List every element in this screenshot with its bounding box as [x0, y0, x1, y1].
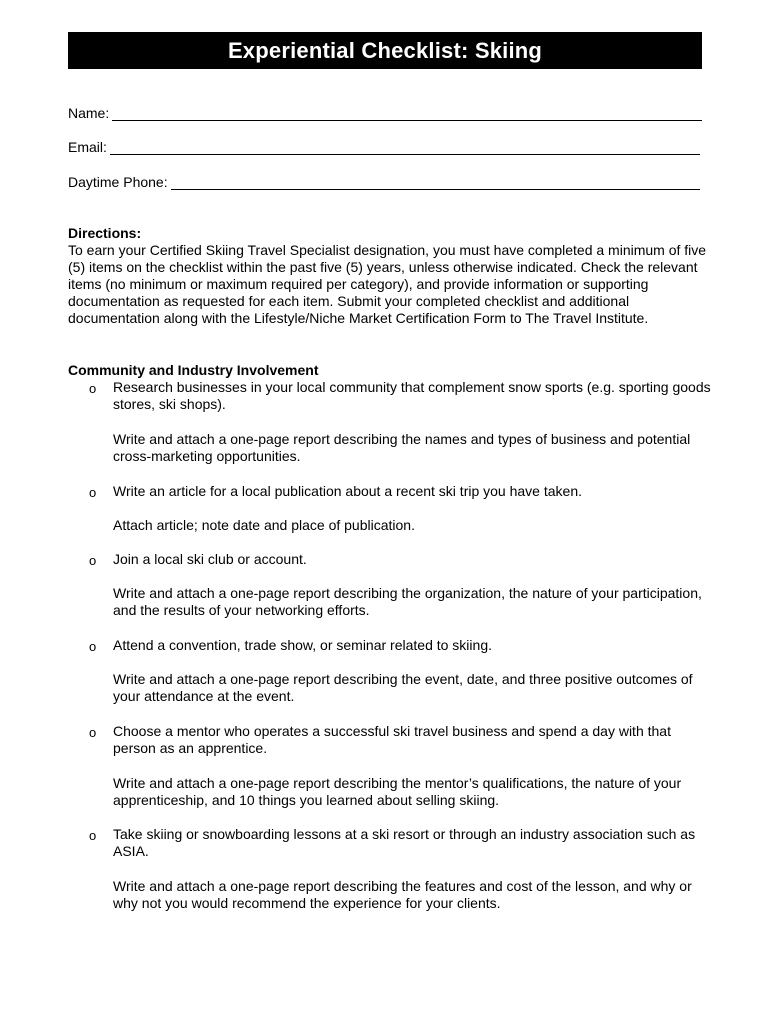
email-input-line[interactable] — [110, 140, 700, 155]
phone-label: Daytime Phone: — [68, 174, 168, 190]
phone-input-line[interactable] — [171, 175, 700, 190]
name-label: Name: — [68, 105, 110, 121]
item-6-task: Take skiing or snowboarding lessons at a ski resort or through an industry association such as ASIA. — [113, 826, 696, 859]
item-2-task: Write an article for a local publication about a recent ski trip you have taken. — [113, 483, 582, 499]
email-label: Email: — [68, 139, 107, 155]
name-field[interactable] — [68, 103, 702, 121]
item-5-requirement: Write and attach a one-page report describing the mentor’s qualifications, the nature of your apprenticeship, and 10 things you learned about selling skiing. — [113, 775, 682, 808]
checkbox-bullet[interactable]: o — [89, 553, 97, 568]
item-2-requirement: Attach article; note date and place of publication. — [113, 517, 415, 533]
checkbox-bullet[interactable]: o — [89, 725, 97, 740]
item-1-requirement: Write and attach a one-page report describing the names and types of business and potential cross-marketing opportunities. — [113, 431, 691, 464]
item-5-task: Choose a mentor who operates a successful ski travel business and spend a day with that person as an apprentice. — [113, 723, 671, 756]
item-3-requirement: Write and attach a one-page report describing the organization, the nature of your participation, and the results of your networking efforts. — [113, 585, 702, 618]
title-banner — [68, 32, 702, 69]
directions-heading: Directions: — [68, 225, 142, 241]
item-4-task: Attend a convention, trade show, or seminar related to skiing. — [113, 637, 492, 653]
section-heading: Community and Industry Involvement — [68, 362, 319, 378]
directions-block — [68, 225, 708, 327]
item-4-requirement: Write and attach a one-page report describing the event, date, and three positive outcomes of your attendance at the event. — [113, 671, 693, 704]
directions-text: To earn your Certified Skiing Travel Specialist designation, you must have completed a minimum of five (5) items on the checklist within the past five (5) years, unless otherwise indicated. Check the relevant items (no minimum or maximum required per category), and provide information or supporting documentation as requested for each item. Submit your completed checklist and additional documentation along with the Lifestyle/Niche Market Certification Form to The Travel Institute. — [68, 242, 707, 326]
checkbox-bullet[interactable]: o — [89, 485, 97, 500]
phone-field[interactable] — [68, 172, 700, 190]
item-6-requirement: Write and attach a one-page report describing the features and cost of the lesson, and why or why not you would recommend the experience for your clients. — [113, 878, 692, 911]
email-field[interactable] — [68, 137, 700, 155]
checkbox-bullet[interactable]: o — [89, 639, 97, 654]
item-1-task: Research businesses in your local community that complement snow sports (e.g. sporting goods stores, ski shops). — [113, 379, 711, 412]
item-3-task: Join a local ski club or account. — [113, 551, 307, 567]
name-input-line[interactable] — [112, 106, 702, 121]
checkbox-bullet[interactable]: o — [89, 828, 97, 843]
checkbox-bullet[interactable]: o — [89, 381, 97, 396]
page-title: Experiential Checklist: Skiing — [227, 37, 543, 63]
